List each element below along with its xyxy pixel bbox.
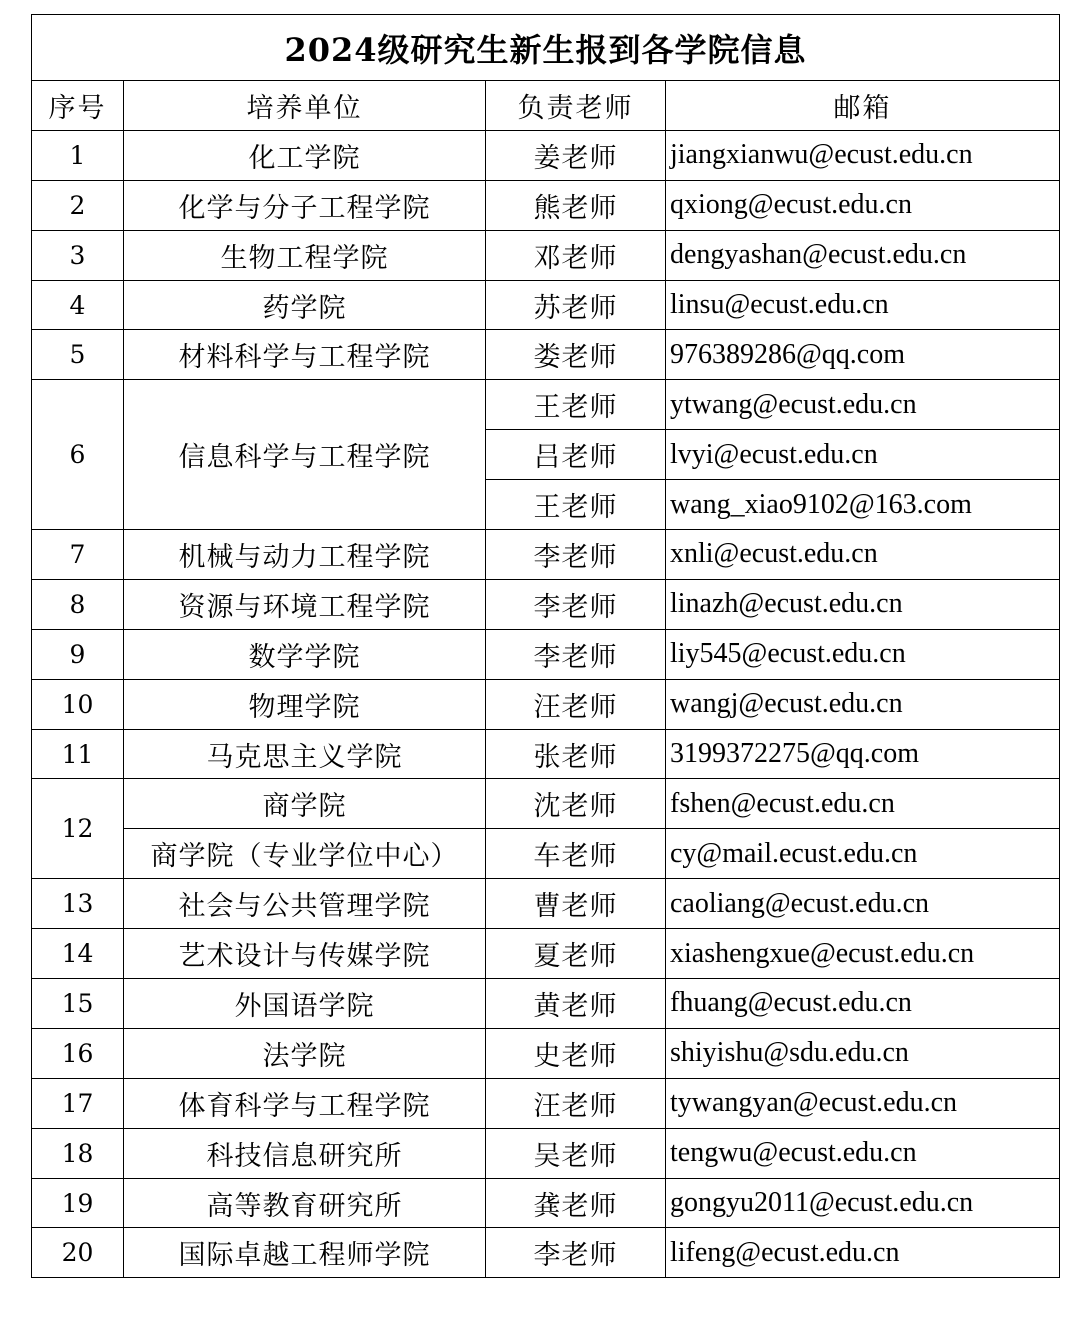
header-unit: 培养单位 (124, 81, 486, 131)
row-email: qxiong@ecust.edu.cn (666, 180, 1060, 230)
row-index: 7 (32, 530, 124, 580)
table-row (32, 929, 1060, 979)
table-row (32, 579, 1060, 629)
row-email: fshen@ecust.edu.cn (666, 779, 1060, 829)
row-unit: 商学院（专业学位中心） (124, 829, 486, 879)
row-teacher: 夏老师 (486, 929, 666, 979)
row-teacher: 车老师 (486, 829, 666, 879)
table-row (32, 1078, 1060, 1128)
row-unit: 化工学院 (124, 130, 486, 180)
row-teacher: 娄老师 (486, 330, 666, 380)
table-row (32, 1178, 1060, 1228)
row-index: 13 (32, 879, 124, 929)
row-teacher: 曹老师 (486, 879, 666, 929)
row-unit: 物理学院 (124, 679, 486, 729)
row-index: 8 (32, 579, 124, 629)
row-index: 20 (32, 1228, 124, 1278)
row-unit: 科技信息研究所 (124, 1128, 486, 1178)
table-row (32, 779, 1060, 829)
row-teacher: 汪老师 (486, 1078, 666, 1128)
row-teacher: 邓老师 (486, 230, 666, 280)
row-unit: 数学学院 (124, 629, 486, 679)
row-teacher: 沈老师 (486, 779, 666, 829)
row-teacher: 吴老师 (486, 1128, 666, 1178)
row-email: tywangyan@ecust.edu.cn (666, 1078, 1060, 1128)
row-teacher: 汪老师 (486, 679, 666, 729)
row-unit: 资源与环境工程学院 (124, 579, 486, 629)
table-row (32, 230, 1060, 280)
table-row (32, 180, 1060, 230)
row-email: xiashengxue@ecust.edu.cn (666, 929, 1060, 979)
row-email: liy545@ecust.edu.cn (666, 629, 1060, 679)
row-teacher: 熊老师 (486, 180, 666, 230)
row-unit: 体育科学与工程学院 (124, 1078, 486, 1128)
table-row (32, 629, 1060, 679)
row-teacher: 吕老师 (486, 430, 666, 480)
row-email: ytwang@ecust.edu.cn (666, 380, 1060, 430)
row-email: linazh@ecust.edu.cn (666, 579, 1060, 629)
enrollment-info-table (31, 14, 1060, 1278)
row-index: 6 (32, 380, 124, 530)
row-teacher: 李老师 (486, 629, 666, 679)
header-row (32, 81, 1060, 131)
row-teacher: 李老师 (486, 579, 666, 629)
row-index: 19 (32, 1178, 124, 1228)
table-row (32, 330, 1060, 380)
row-index: 2 (32, 180, 124, 230)
row-unit: 信息科学与工程学院 (124, 380, 486, 530)
row-teacher: 李老师 (486, 1228, 666, 1278)
row-email: 3199372275@qq.com (666, 729, 1060, 779)
row-teacher: 史老师 (486, 1028, 666, 1078)
row-email: jiangxianwu@ecust.edu.cn (666, 130, 1060, 180)
table-title: 2024级研究生新生报到各学院信息 (32, 15, 1060, 81)
row-index: 11 (32, 729, 124, 779)
row-email: xnli@ecust.edu.cn (666, 530, 1060, 580)
row-teacher: 姜老师 (486, 130, 666, 180)
row-index: 9 (32, 629, 124, 679)
row-index: 5 (32, 330, 124, 380)
row-unit: 高等教育研究所 (124, 1178, 486, 1228)
row-email: linsu@ecust.edu.cn (666, 280, 1060, 330)
row-email: cy@mail.ecust.edu.cn (666, 829, 1060, 879)
row-unit: 生物工程学院 (124, 230, 486, 280)
title-row (32, 15, 1060, 81)
row-index: 15 (32, 979, 124, 1029)
table-row (32, 280, 1060, 330)
row-email: lvyi@ecust.edu.cn (666, 430, 1060, 480)
row-email: shiyishu@sdu.edu.cn (666, 1028, 1060, 1078)
table-row (32, 879, 1060, 929)
table-row (32, 979, 1060, 1029)
row-unit: 国际卓越工程师学院 (124, 1228, 486, 1278)
row-index: 10 (32, 679, 124, 729)
row-unit: 机械与动力工程学院 (124, 530, 486, 580)
row-email: caoliang@ecust.edu.cn (666, 879, 1060, 929)
row-unit: 马克思主义学院 (124, 729, 486, 779)
row-email: lifeng@ecust.edu.cn (666, 1228, 1060, 1278)
table-row (32, 729, 1060, 779)
row-unit: 法学院 (124, 1028, 486, 1078)
row-email: tengwu@ecust.edu.cn (666, 1128, 1060, 1178)
row-unit: 化学与分子工程学院 (124, 180, 486, 230)
table-row (32, 829, 1060, 879)
row-email: 976389286@qq.com (666, 330, 1060, 380)
row-email: dengyashan@ecust.edu.cn (666, 230, 1060, 280)
row-teacher: 苏老师 (486, 280, 666, 330)
row-index: 1 (32, 130, 124, 180)
row-index: 16 (32, 1028, 124, 1078)
row-teacher: 龚老师 (486, 1178, 666, 1228)
row-teacher: 黄老师 (486, 979, 666, 1029)
row-unit: 材料科学与工程学院 (124, 330, 486, 380)
row-index: 12 (32, 779, 124, 879)
table-row (32, 1028, 1060, 1078)
row-teacher: 张老师 (486, 729, 666, 779)
header-email: 邮箱 (666, 81, 1060, 131)
row-unit: 药学院 (124, 280, 486, 330)
table-row (32, 130, 1060, 180)
table-row (32, 1228, 1060, 1278)
header-index: 序号 (32, 81, 124, 131)
row-unit: 社会与公共管理学院 (124, 879, 486, 929)
row-email: fhuang@ecust.edu.cn (666, 979, 1060, 1029)
row-teacher: 李老师 (486, 530, 666, 580)
table-row (32, 530, 1060, 580)
row-teacher: 王老师 (486, 380, 666, 430)
row-index: 18 (32, 1128, 124, 1178)
row-index: 4 (32, 280, 124, 330)
table-row (32, 380, 1060, 430)
row-index: 17 (32, 1078, 124, 1128)
row-email: wang_xiao9102@163.com (666, 480, 1060, 530)
row-index: 14 (32, 929, 124, 979)
row-unit: 商学院 (124, 779, 486, 829)
header-teacher: 负责老师 (486, 81, 666, 131)
table-row (32, 1128, 1060, 1178)
row-index: 3 (32, 230, 124, 280)
row-teacher: 王老师 (486, 480, 666, 530)
row-email: gongyu2011@ecust.edu.cn (666, 1178, 1060, 1228)
row-unit: 外国语学院 (124, 979, 486, 1029)
row-unit: 艺术设计与传媒学院 (124, 929, 486, 979)
row-email: wangj@ecust.edu.cn (666, 679, 1060, 729)
table-row (32, 679, 1060, 729)
